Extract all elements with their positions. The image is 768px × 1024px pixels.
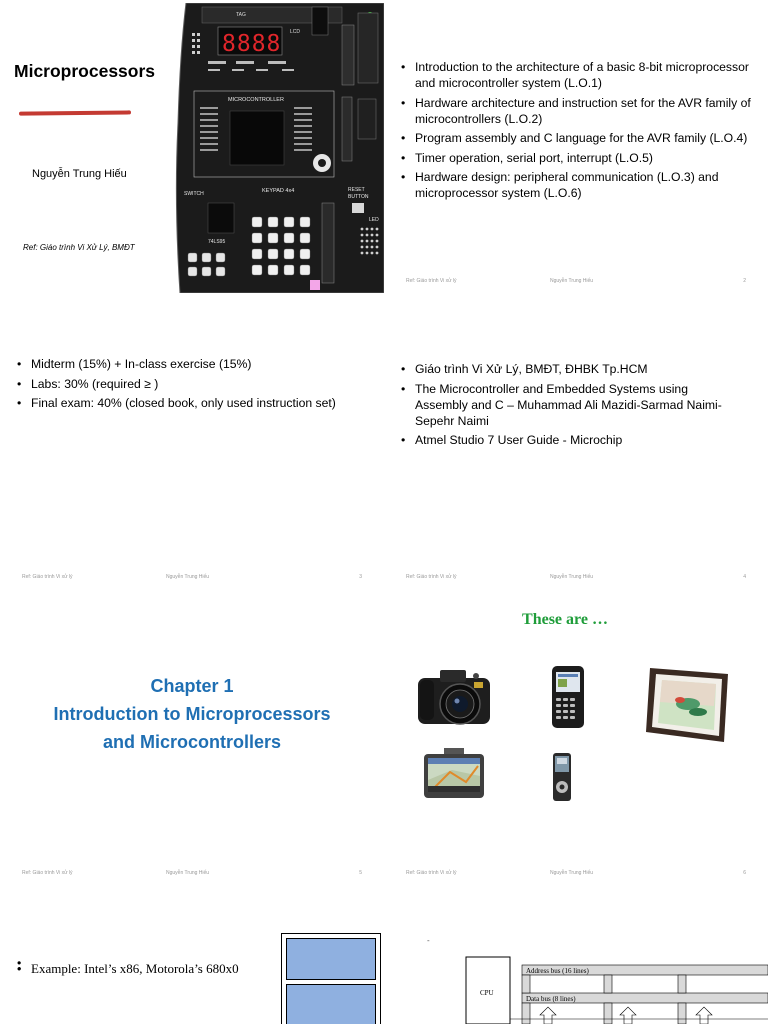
footer-author: Nguyễn Trung Hiếu [166,574,210,580]
footer-page-number: 6 [743,870,746,876]
dash-mark: - [427,936,430,945]
list-item: • Example: Intel’s x86, Motorola’s 680x0 [16,961,286,977]
chapter-number: Chapter 1 [150,676,234,696]
footer-author: Nguyễn Trung Hiếu [550,574,594,580]
slide-footer [384,574,768,584]
list-item: • Giáo trình Vi Xử Lý, BMĐT, ĐHBK Tp.HCM [400,361,740,377]
slide-references [384,296,768,592]
list-item: • Program assembly and C language for the AVR family (L.O.4) [400,130,755,146]
board-switch-label: SWITCH [184,191,204,197]
devices-heading: These are … [522,611,608,628]
board-tag-label: TAG [236,12,246,18]
chapter-heading [0,672,384,756]
references-list [400,361,740,452]
list-item: • Atmel Studio 7 User Guide - Microchip [400,432,740,448]
seven-segment-display: 8888 [222,31,282,57]
board-chip-label: 74LS95 [208,239,226,245]
chapter-title-line-2: and Microcontrollers [102,732,282,752]
list-item: • Introduction to the architecture of a basic 8-bit microprocessor and microcontroller system (L.O.1) [400,59,755,91]
footer-page-number: 3 [359,574,362,580]
board-microcontroller-label: MICROCONTROLLER [228,97,284,103]
footer-page-number: 4 [743,574,746,580]
slide-objectives [384,0,768,296]
slide-title-heading: Microprocessors [14,61,156,81]
slide-footer [384,870,768,880]
list-item: • Midterm (15%) + In-class exercise (15%) [16,356,378,372]
data-bus-label: Data bus (8 lines) [526,995,576,1003]
footer-ref: Ref: Giáo trình Vi xử lý [22,870,73,876]
footer-author: Nguyễn Trung Hiếu [550,278,594,284]
slide-devices [384,592,768,888]
memory-block-diagram [281,933,381,1024]
memory-block [286,984,376,1024]
list-item: • The Microcontroller and Embedded Systems using Assembly and C – Muhammad Ali Mazidi-Sarmad Naimi-Sepehr Naimi [400,381,740,429]
footer-page-number: 5 [359,870,362,876]
slide-title [0,0,384,296]
list-item: • Timer operation, serial port, interrupt (L.O.5) [400,150,755,166]
intro-list [16,955,286,981]
board-keypad-label: KEYPAD 4x4 [262,188,295,194]
list-item: • Hardware design: peripheral communication (L.O.3) and microprocessor system (L.O.6) [400,169,755,201]
list-item: • Hardware architecture and instruction set for the AVR family of microcontrollers (L.O.2) [400,95,755,127]
phone-image [550,664,586,730]
gps-image [422,746,486,802]
footer-page-number: 2 [743,278,746,284]
footer-ref: Ref: Giáo trình Vi xử lý [406,870,457,876]
footer-author: Nguyễn Trung Hiếu [166,870,210,876]
camera-image [414,664,496,730]
board-led-label: LED [369,217,379,223]
list-item: • Labs: 30% (required ≥ ) [16,376,378,392]
board-reset-label: RESET [348,187,365,193]
author-name: Nguyễn Trung Hiếu [32,168,127,180]
slide-footer [384,278,768,288]
reference-note: Ref: Giáo trình Vi Xử Lý, BMĐT [23,243,135,252]
slide-grading [0,296,384,592]
slide-microprocessor-intro [0,888,384,1024]
slide-footer [0,574,384,584]
footer-ref: Ref: Giáo trình Vi xử lý [22,574,73,580]
slide-footer [0,870,384,880]
dev-board-photo [172,3,384,293]
photo-frame-image [642,662,734,746]
address-bus-label: Address bus (16 lines) [526,967,589,975]
bus-diagram [464,955,768,1024]
slide-chapter-title [0,592,384,888]
memory-block [286,938,376,980]
media-player-image [552,752,572,802]
footer-ref: Ref: Giáo trình Vi xử lý [406,574,457,580]
footer-ref: Ref: Giáo trình Vi xử lý [406,278,457,284]
grading-list [16,356,378,415]
board-button-label: BUTTON [348,194,369,200]
objectives-list [400,59,755,205]
chapter-title-line-1: Introduction to Microprocessors [53,704,331,724]
board-lcd-label: LCD [290,29,301,35]
list-item: • Final exam: 40% (closed book, only used instruction set) [16,395,378,411]
red-underline-decoration [19,110,131,115]
footer-author: Nguyễn Trung Hiếu [550,870,594,876]
cpu-label: CPU [480,989,494,997]
